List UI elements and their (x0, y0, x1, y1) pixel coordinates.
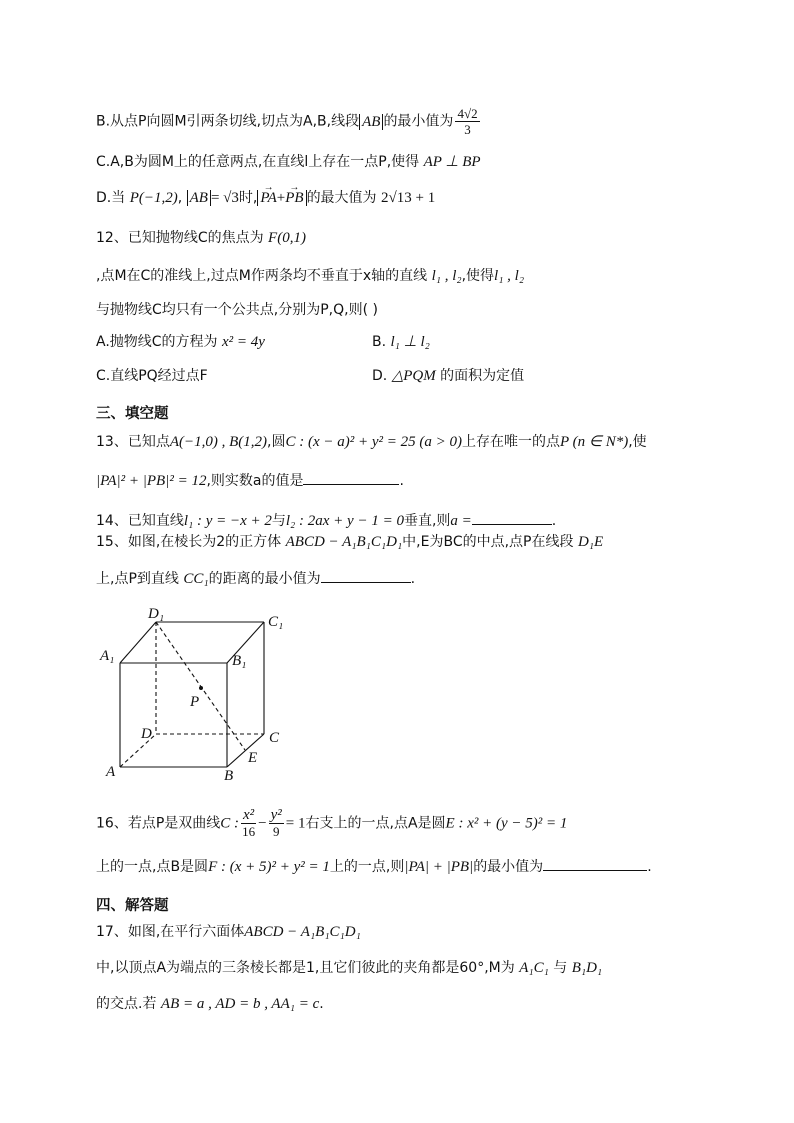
q12-text: 12、已知抛物线C的焦点为 (96, 230, 264, 246)
label-c: C (269, 730, 280, 746)
label-a1: A₁ (100, 648, 115, 664)
q12-text-3: 与抛物线C均只有一个公共点,分别为P,Q,则( ) (96, 302, 378, 318)
q14-answer-blank[interactable] (472, 510, 552, 525)
edge-bc (227, 734, 264, 767)
q17-line (96, 922, 361, 942)
q15-line (96, 532, 603, 552)
q12-text-2: ,点M在C的准线上,过点M作两条均不垂直于x轴的直线 (96, 268, 428, 284)
equals-one: = 1 (285, 815, 306, 832)
pa-pb-squared-sum: |PA|² + |PB|² = 12 (96, 473, 207, 489)
q12-line (96, 228, 306, 248)
q12-tail: ,使得 (461, 268, 495, 284)
q17-line-3 (96, 994, 324, 1014)
line-l1-equation: l₁ : y = −x + 2 (183, 513, 272, 529)
segment-b1d1: B₁D₁ (571, 960, 603, 976)
q12-option-b (372, 332, 430, 352)
option-d-prefix: D.当 (96, 190, 126, 206)
q16-ask: 的最小值为 (473, 859, 544, 875)
q14-and: 与 (271, 513, 286, 529)
option-c-line (96, 152, 481, 172)
q12-option-d-tail: 的面积为定值 (440, 368, 525, 384)
option-d-tail: 的最大值为 (306, 190, 377, 206)
q12-option-c (96, 366, 208, 386)
plus-sign: + (276, 190, 286, 206)
q15-line-2: 上,点P到直线 CC₁的距离的最小值为 . (96, 568, 415, 589)
circle-c-equation: C : (x − a)² + y² = 25 (a > 0) (285, 434, 462, 450)
fraction-4root2-over-3: $\frac{4√2}{3}$ (457, 106, 478, 137)
q15-text-3: 上,点P到直线 (96, 571, 179, 587)
max-value: 2√13 + 1 (381, 190, 436, 206)
label-a: A (106, 764, 116, 780)
point-p: P(−1,2) (129, 190, 178, 206)
q15-text: 15、如图,在棱长为2的正方体 (96, 534, 282, 550)
label-b1: B₁ (232, 653, 247, 669)
option-b-line (96, 106, 482, 137)
hyperbola-c: C : (220, 815, 240, 832)
q16-line (96, 808, 567, 839)
q12-option-c-text: C.直线PQ经过点F (96, 368, 208, 384)
q14-text-2: 垂直,则 (403, 513, 451, 529)
q13-line-2: |PA|² + |PB|² = 12,则实数a的值是 . (96, 470, 404, 491)
triangle-pqm: △PQM (391, 368, 436, 384)
segment-d1e: D₁E (577, 534, 604, 550)
q15-ask: 的距离的最小值为 (208, 571, 321, 587)
q16-text-2: 右支上的一点,点A是圆 (305, 815, 446, 832)
l1-perp-l2: l₁ ⊥ l₂ (390, 334, 430, 350)
option-d-mid: 时, (238, 190, 258, 206)
ap-perp-bp: AP ⊥ BP (423, 154, 481, 170)
q15-answer-blank[interactable] (321, 568, 411, 583)
lines-l1-l2-2: l₁ , l₂ (494, 268, 525, 284)
circle-e-equation: E : x² + (y − 5)² = 1 (445, 815, 568, 832)
q16-answer-blank[interactable] (543, 856, 647, 871)
fraction-x2-16: $\frac{\text{x²}}{16}$ (242, 807, 256, 839)
line-cc1: CC₁ (183, 571, 209, 587)
q12-option-a (96, 332, 265, 352)
q12-line-2 (96, 266, 524, 286)
point-p-dot (199, 686, 203, 690)
option-d-line: D.当 P(−1,2), AB = √3时,→ PA+→ PB 的最大值为 2√13 + 1 (96, 188, 435, 208)
label-c1: C₁ (268, 614, 284, 630)
cube-figure (96, 602, 296, 784)
option-b-text: B.从点P向圆M引两条切线,切点为A,B,线段 (96, 113, 360, 130)
q17-text-3: 的交点.若 (96, 996, 157, 1012)
cube-name: ABCD − A₁B₁C₁D₁ (285, 534, 403, 550)
focus-f: F(0,1) (268, 230, 306, 246)
q17-and: 与 (553, 960, 568, 976)
q12-option-b-text: B. (372, 334, 387, 350)
label-b: B (224, 768, 234, 784)
circle-f-equation: F : (x + 5)² + y² = 1 (208, 859, 330, 875)
parabola-equation: x² = 4y (222, 334, 265, 350)
q16-text-4: 上的一点,则 (329, 859, 405, 875)
q16-text-3: 上的一点,点B是圆 (96, 859, 209, 875)
q17-text-2: 中,以顶点A为端点的三条棱长都是1,且它们彼此的夹角都是60°,M为 (96, 960, 515, 976)
q13-text-3: ,使 (628, 434, 647, 450)
q17-text: 17、如图,在平行六面体 (96, 924, 245, 940)
q13-circle-word: ,圆 (267, 434, 286, 450)
q16-text: 16、若点P是双曲线 (96, 815, 221, 832)
q17-period: . (319, 996, 324, 1012)
q14-text: 14、已知直线 (96, 513, 184, 529)
pa-plus-pb: |PA| + |PB| (404, 859, 474, 875)
parallelepiped-name: ABCD − A₁B₁C₁D₁ (244, 924, 361, 940)
q13-answer-blank[interactable] (303, 470, 399, 485)
segment-d1e-line (156, 622, 245, 750)
points-a-b: A(−1,0) , B(1,2) (169, 434, 268, 450)
vector-sum-abs (257, 190, 306, 206)
q12-option-a-text: A.抛物线C的方程为 (96, 334, 218, 350)
q12-option-d-text: D. (372, 368, 388, 384)
q12-option-d (372, 366, 524, 386)
label-d1: D₁ (148, 606, 165, 622)
fraction-y2-9: $\frac{\text{y²}}{9}$ (270, 807, 282, 839)
line-l2-equation: l₂ : 2ax + y − 1 = 0 (285, 513, 404, 529)
q15-text-2: 中,E为BC的中点,点P在线段 (402, 534, 574, 550)
option-c-text: C.A,B为圆M上的任意两点,在直线l上存在一点P,使得 (96, 154, 420, 170)
point-p-condition: P (n ∈ N*) (560, 434, 629, 450)
q13-text-2: 上存在唯一的点 (462, 434, 560, 450)
lines-l1-l2: l₁ , l₂ (431, 268, 462, 284)
vector-pa: → PA (260, 188, 276, 208)
vector-definitions: AB = a , AD = b , AA₁ = c (160, 996, 320, 1012)
vector-pb: → PB (285, 188, 303, 208)
ab-abs-2: AB (187, 190, 211, 206)
ab-abs: AB (359, 114, 383, 130)
q12-line-3 (96, 300, 378, 320)
section-3-heading: 三、填空题 (96, 406, 169, 422)
label-p: P (190, 694, 200, 710)
section-4-heading: 四、解答题 (96, 898, 169, 914)
a-equals: a = (450, 513, 472, 529)
q13-ask: ,则实数a的值是 (206, 473, 304, 489)
edge-a1d1 (120, 622, 156, 663)
eq-root3: = √3 (210, 190, 239, 206)
q13-text: 13、已知点 (96, 434, 170, 450)
q16-line-2: 上的一点,点B是圆F : (x + 5)² + y² = 1上的一点,则|PA| + |PB|的最小值为 . (96, 856, 652, 877)
segment-a1c1: A₁C₁ (519, 960, 549, 976)
q13-line (96, 432, 647, 452)
q17-line-2 (96, 958, 602, 978)
option-b-tail: 的最小值为 (383, 113, 454, 130)
minus-sign: − (258, 815, 267, 832)
label-e: E (248, 750, 258, 766)
q14-line: 14、已知直线l₁ : y = −x + 2与l₂ : 2ax + y − 1 = 0垂直,则a = . (96, 510, 556, 531)
label-d: D (141, 726, 152, 742)
